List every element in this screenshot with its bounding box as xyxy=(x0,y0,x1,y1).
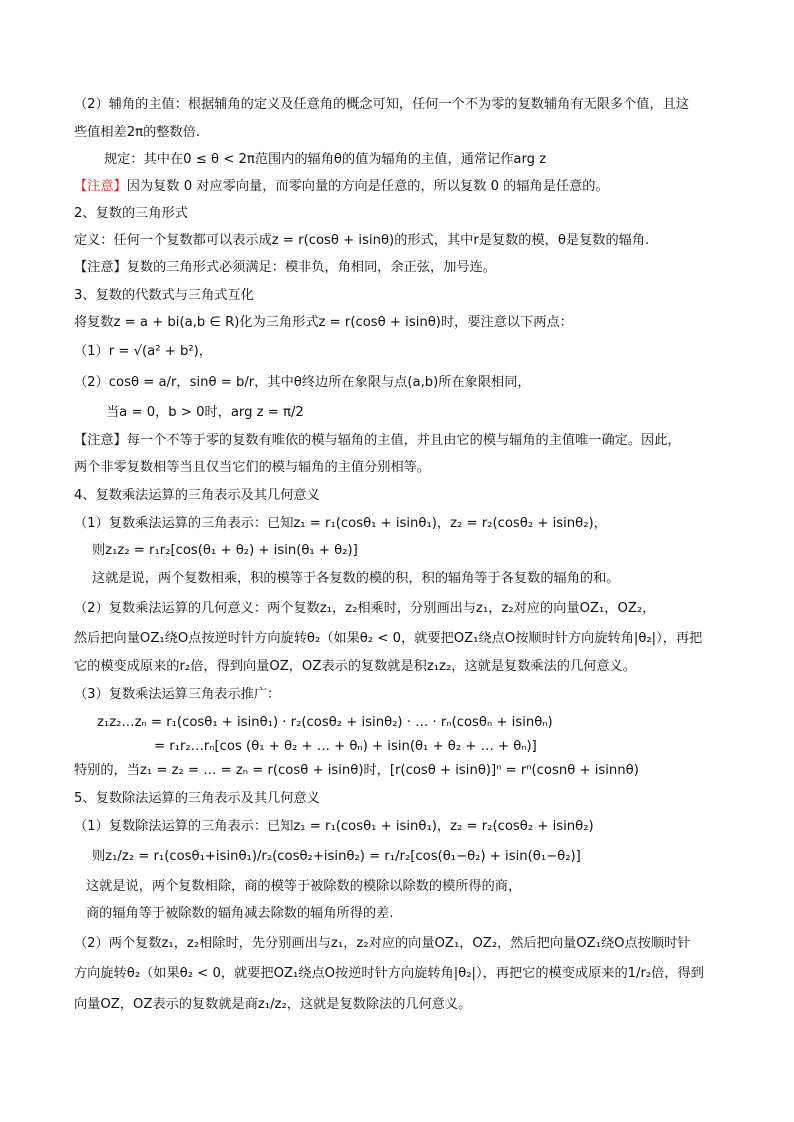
note-tag: 【注意】 xyxy=(74,179,127,194)
text-line: 方向旋转θ₂（如果θ₂ < 0，就要把OZ₁绕点O按逆时针方向旋转角|θ₂|），再把它的模变成原来的1/r₂倍，得到 xyxy=(74,966,704,981)
formula-line: （2）cosθ = a/r，sinθ = b/r，其中θ终边所在象限与点(a,b)所在象限相同， xyxy=(74,375,531,390)
text-line: （2）两个复数z₁，z₂相除时，先分别画出与z₁，z₂对应的向量OZ₁，OZ₂，然后把向量OZ₁绕O点按顺时针 xyxy=(74,936,691,951)
section-heading: 2、复数的三角形式 xyxy=(74,206,188,221)
text-line: 向量OZ，OZ表示的复数就是商z₁/z₂，这就是复数除法的几何意义。 xyxy=(74,997,472,1012)
text-line: 规定：其中在0 ≤ θ < 2π范围内的辐角θ的值为辐角的主值，通常记作arg z xyxy=(104,152,547,167)
text-line: 两个非零复数相等当且仅当它们的模与辐角的主值分别相等。 xyxy=(74,460,431,475)
note-line xyxy=(74,178,724,196)
formula-line: （1）复数乘法运算的三角表示：已知z₁ = r₁(cosθ₁ + isinθ₁)，z₂ = r₂(cosθ₂ + isinθ₂)， xyxy=(74,516,607,531)
text-line: （2）辅角的主值：根据辅角的定义及任意角的概念可知，任何一个不为零的复数辅角有无限多个值，且这 xyxy=(74,97,690,112)
text-line: （2）复数乘法运算的几何意义：两个复数z₁，z₂相乘时，分别画出与z₁，z₂对应的向量OZ₁，OZ₂， xyxy=(74,601,656,616)
text-line: 些值相差2π的整数倍. xyxy=(74,125,201,140)
note-line xyxy=(74,259,724,277)
note-tag: 【注意】 xyxy=(74,433,127,448)
note-text: 因为复数 0 对应零向量，而零向量的方向是任意的，所以复数 0 的辐角是任意的。 xyxy=(126,179,609,194)
text-line: 这就是说，两个复数相除，商的模等于被除数的模除以除数的模所得的商， xyxy=(86,879,522,894)
text-line: 它的模变成原来的r₂倍，得到向量OZ，OZ表示的复数就是积z₁z₂，这就是复数乘法的几何意义。 xyxy=(74,659,636,674)
section-heading: 5、复数除法运算的三角表示及其几何意义 xyxy=(74,791,320,806)
text-line: 这就是说，两个复数相乘，积的模等于各复数的模的积，积的辐角等于各复数的辐角的和。 xyxy=(92,571,620,586)
formula-line: z₁z₂…zₙ = r₁(cosθ₁ + isinθ₁) · r₂(cosθ₂ + isinθ₂) · … · rₙ(cosθₙ + isinθₙ) xyxy=(97,715,553,730)
formula-line: 则z₁/z₂ = r₁(cosθ₁+isinθ₁)/r₂(cosθ₂+isinθ₂) = r₁/r₂[cos(θ₁−θ₂) + isin(θ₁−θ₂)] xyxy=(92,849,581,864)
formula-line: 则z₁z₂ = r₁r₂[cos(θ₁ + θ₂) + isin(θ₁ + θ₂)] xyxy=(92,543,358,558)
formula-line: 特别的，当z₁ = z₂ = … = zₙ = r(cosθ + isinθ)时，[r(cosθ + isinθ)]ⁿ = rⁿ(cosnθ + isinnθ) xyxy=(74,763,639,778)
text-line: 将复数z = a + bi(a,b ∈ R)化为三角形式z = r(cosθ + isinθ)时，要注意以下两点： xyxy=(74,315,573,330)
text-line: 商的辐角等于被除数的辐角减去除数的辐角所得的差. xyxy=(86,906,394,921)
formula-line: 当a = 0，b > 0时，arg z = π/2 xyxy=(106,405,304,420)
text-line: （3）复数乘法运算三角表示推广： xyxy=(74,687,281,702)
text-line: 定义：任何一个复数都可以表示成z = r(cosθ + isinθ)的形式，其中r是复数的模，θ是复数的辐角. xyxy=(74,233,650,248)
formula-line: （1）复数除法运算的三角表示：已知z₁ = r₁(cosθ₁ + isinθ₁)，z₂ = r₂(cosθ₂ + isinθ₂) xyxy=(74,819,594,834)
note-tag: 【注意】 xyxy=(74,260,127,275)
text-line: 然后把向量OZ₁绕O点按逆时针方向旋转θ₂（如果θ₂ < 0，就要把OZ₁绕点O按顺时针方向旋转角|θ₂|），再把 xyxy=(74,631,703,646)
section-heading: 3、复数的代数式与三角式互化 xyxy=(74,288,254,303)
note-text: 每一个不等于零的复数有唯依的模与辐角的主值，并且由它的模与辐角的主值唯一确定。因此， xyxy=(126,433,681,448)
formula-line: = r₁r₂…rₙ[cos (θ₁ + θ₂ + … + θₙ) + isin(θ₁ + θ₂ + … + θₙ)] xyxy=(154,739,537,754)
note-text: 复数的三角形式必须满足：模非负，角相同，余正弦，加号连。 xyxy=(126,260,496,275)
section-heading: 4、复数乘法运算的三角表示及其几何意义 xyxy=(74,488,320,503)
formula-line: （1）r = √(a² + b²)， xyxy=(74,344,212,359)
note-line xyxy=(74,432,724,450)
